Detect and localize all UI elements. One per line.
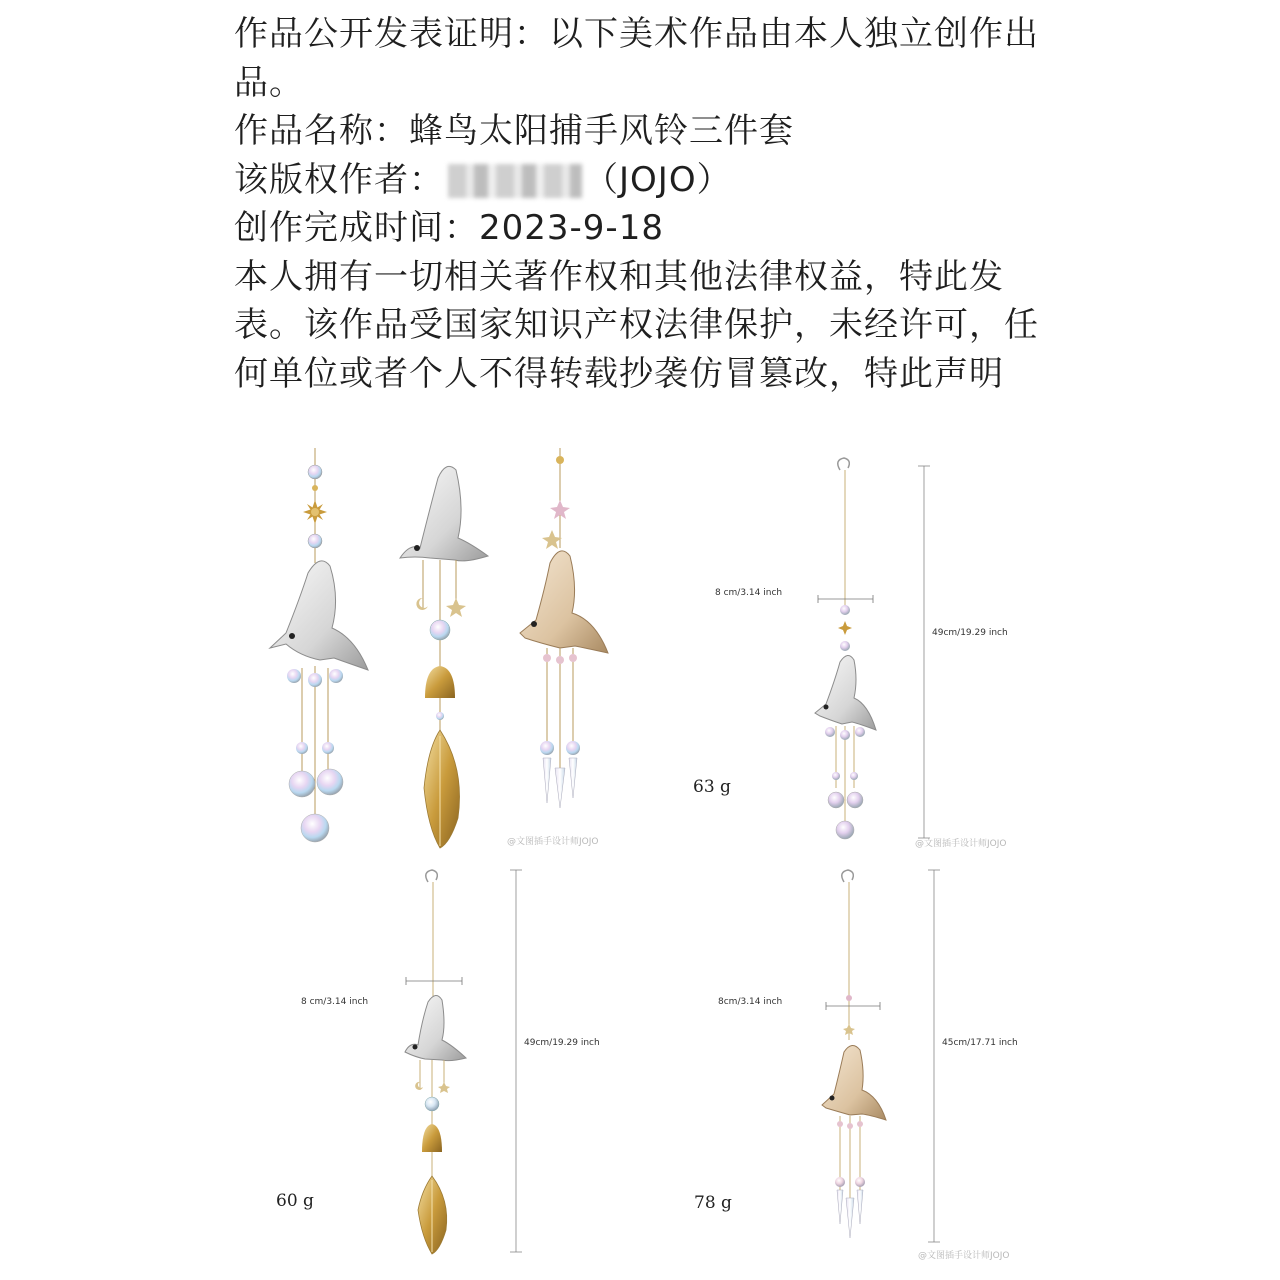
product-photo-gold-chime: [680, 860, 1060, 1264]
chime-crystal-gold: [520, 448, 608, 808]
product-photo-overview: [260, 448, 640, 856]
weight-label: 63 g: [693, 777, 731, 797]
work-name-line: 作品名称：蜂鸟太阳捕手风铃三件套: [234, 111, 794, 151]
weight-label: 60 g: [276, 1191, 314, 1211]
chime-bell-silver: [400, 466, 488, 848]
sun-chime-dimension-illustration: [680, 448, 1060, 856]
width-dimension-label: 8cm/3.14 inch: [718, 997, 783, 1007]
length-dimension-label: 49cm/19.29 inch: [524, 1038, 600, 1048]
gold-chime-dimension-illustration: [680, 860, 1060, 1264]
watermark: @文图插手设计师JOJO: [915, 839, 1007, 849]
width-dimension-label: 8 cm/3.14 inch: [301, 997, 369, 1007]
length-dimension-label: 49cm/19.29 inch: [932, 628, 1008, 638]
chime-sun-silver: [270, 448, 368, 842]
rights-statement: 本人拥有一切相关著作权和其他法律权益，特此发表。该作品受国家知识产权法律保护，未经许可，任何单位或者个人不得转载抄袭仿冒篡改，特此声明: [234, 256, 1039, 394]
redacted-author-name: [448, 164, 582, 198]
completion-date-line: 创作完成时间：2023-9-18: [234, 208, 664, 248]
watermark: @文图插手设计师JOJO: [507, 837, 599, 847]
weight-label: 78 g: [694, 1193, 732, 1213]
length-dimension-label: 45cm/17.71 inch: [942, 1038, 1018, 1048]
product-photo-sun-chime: [680, 448, 1060, 856]
declaration-text: [234, 10, 1054, 398]
declaration-intro: 作品公开发表证明：以下美术作品由本人独立创作出品。: [234, 14, 1039, 103]
three-chimes-illustration: [260, 448, 640, 856]
author-alias: （JOJO）: [584, 159, 732, 200]
author-prefix: 该版权作者：: [234, 159, 444, 200]
width-dimension-label: 8 cm/3.14 inch: [715, 588, 783, 598]
watermark: @文图插手设计师JOJO: [918, 1251, 1010, 1261]
author-line: [234, 156, 1054, 205]
bell-chime-dimension-illustration: [260, 860, 660, 1264]
product-photo-bell-chime: [260, 860, 660, 1264]
